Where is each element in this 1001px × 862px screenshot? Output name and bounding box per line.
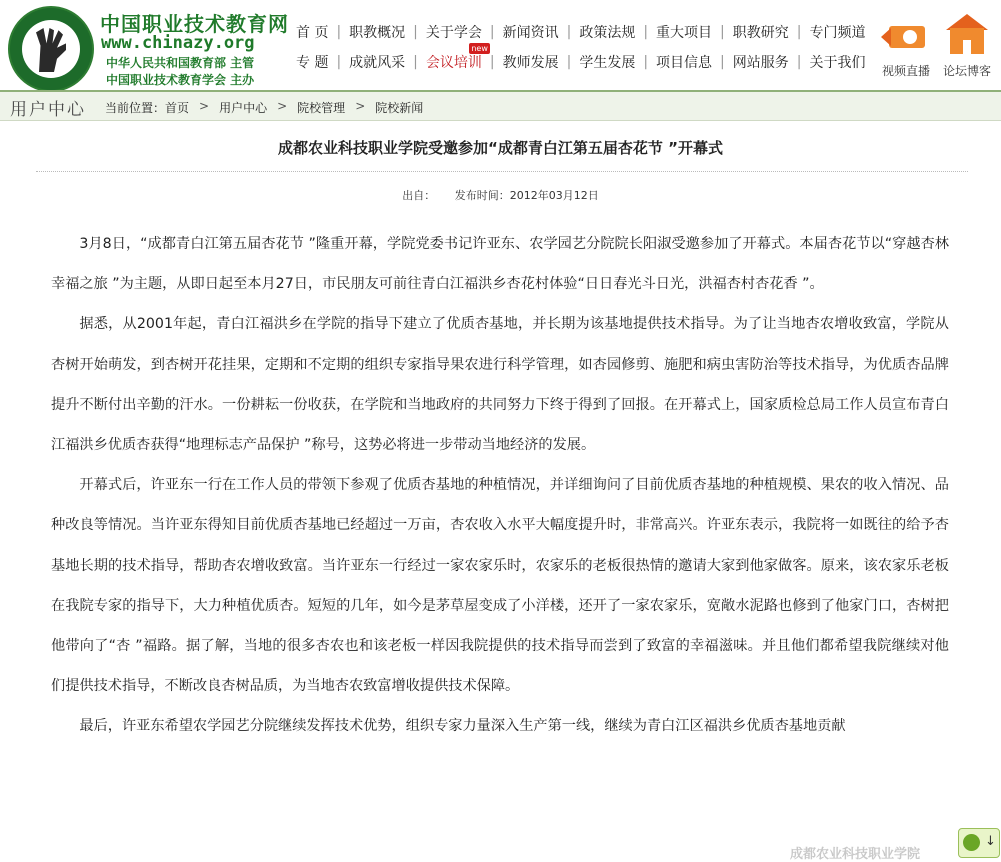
nav-policy[interactable]: 政策法规 [579,25,636,41]
article [0,119,1001,862]
site-header [0,0,1001,88]
nav-topics[interactable]: 专 题 [296,55,329,71]
breadcrumb-user-center[interactable]: 用户中心 [219,101,268,115]
breadcrumb-home[interactable]: 首页 [165,101,190,115]
site-logo[interactable] [8,6,94,92]
article-source: 出自： [402,189,436,202]
nav-research[interactable]: 职教研究 [732,25,789,41]
quick-link-video[interactable] [878,14,934,79]
chevron-right-icon: > [199,99,210,113]
main-nav-row-2: 专 题 | 成就风采 | 会议培训 new | 教师发展 | 学生发展 | 项目信息 | 网站服务 | 关于我们 [296,44,866,71]
breadcrumb [105,99,423,116]
nav-news[interactable]: 新闻资讯 [502,25,559,41]
nav-teacher-development[interactable]: 教师发展 [502,55,559,71]
new-badge: new [471,44,488,53]
nav-overview[interactable]: 职教概况 [349,25,406,41]
arrow-down-icon: ↓ [985,834,996,849]
chevron-right-icon: > [355,99,366,113]
chevron-right-icon: > [277,99,288,113]
breadcrumb-school-news[interactable]: 院校新闻 [375,101,424,115]
breadcrumb-school-management[interactable]: 院校管理 [297,101,346,115]
scroll-ball-icon [963,834,980,851]
nav-about-us[interactable]: 关于我们 [809,55,866,71]
article-date: 发布时间：2012年03月12日 [454,189,599,202]
brand-name[interactable]: 中国职业技术教育网 [100,12,289,36]
nav-home[interactable]: 首 页 [296,25,329,41]
article-paragraph: 开幕式后，许亚东一行在工作人员的带领下参观了优质杏基地的种植情况，并详细询问了目前优质杏基地的种植规模、果农的收入情况、品种改良等情况。当许亚东得知目前优质杏基地已经超过一万亩，杏农收入水平大幅度提升时，非常高兴。许亚东表示，我院将一如既往的给予杏基地长期的技术指导，帮助杏农增收致富。当许亚东一行经过一家农家乐时，农家乐的老板很热情的邀请大家到他家做客。原来，该农家乐老板在我院专家的指导下，大力种植优质杏。短短的几年，如今是茅草屋变成了小洋楼，还开了一家农家乐，宽敞水泥路也修到了他家门口，杏树把他带向了“杏 ”福路。据了解，当地的很多杏农也和该老板一样因我院提供的技术指导而尝到了致富的幸福滋味。并且他们都希望我院继续对他们提供技术指导，不断改良杏树品质，为当地杏农致富增收提供技术保障。 [51,477,949,695]
nav-major-projects[interactable]: 重大项目 [656,25,713,41]
brand-url[interactable]: www.chinazy.org [101,33,255,53]
article-paragraph: 据悉，从2001年起，青白江福洪乡在学院的指导下建立了优质杏基地，并长期为该基地提供技术指导。为了让当地杏农增收致富，学院从杏树开始萌发，到杏树开花挂果，定期和不定期的组织专家指导果农进行科学管理，如杏园修剪、施肥和病虫害防治等技术指导，为优质杏品牌提升不断付出辛勤的汗水。一份耕耘一份收获，在学院和当地政府的共同努力下终于得到了回报。在开幕式上，国家质检总局工作人员宣布青白江福洪乡优质杏获得“地理标志产品保护 ”称号，这势必将进一步带动当地经济的发展。 [51,316,949,454]
nav-site-services[interactable]: 网站服务 [732,55,789,71]
main-nav-row-1: 首 页 | 职教概况 | 关于学会 | 新闻资讯 | 政策法规 | 重大项目 | 职教研究 | 专门频道 [296,24,866,41]
article-paragraph: 最后，许亚东希望农学园艺分院继续发挥技术优势，组织专家力量深入生产第一线，继续为青白江区福洪乡优质杏基地贡献 [79,718,846,735]
quick-link-video-label: 视频直播 [881,64,930,78]
nav-meetings-training[interactable]: 会议培训 new [425,44,488,71]
quick-link-forum-label: 论坛博客 [942,64,991,78]
dotted-divider [36,171,968,172]
article-body [51,224,949,747]
article-meta [0,187,1001,203]
sponsor-text: 中华人民共和国教育部 主管 [106,56,255,70]
watermark-text: 成都农业科技职业学院 [790,847,921,862]
house-icon [944,14,990,58]
organizer-text: 中国职业技术教育学会 主办 [106,73,255,87]
article-paragraph: 3月8日，“成都青白江第五届杏花节 ”隆重开幕，学院党委书记许亚东、农学园艺分院院长阳淑受邀参加了开幕式。本届杏花节以“穿越杏林幸福之旅 ”为主题，从即日起至本月27日，市民朋友可前往青白江福洪乡杏花村体验“日日春光斗日光，洪福杏村杏花香 ”。 [51,236,949,293]
scroll-down-button[interactable] [958,828,1000,858]
nav-about-society[interactable]: 关于学会 [425,25,482,41]
nav-student-development[interactable]: 学生发展 [579,55,636,71]
nav-channels[interactable]: 专门频道 [809,25,866,41]
breadcrumb-label: 当前位置： [105,101,166,115]
user-center-title: 用户中心 [10,100,86,120]
camera-icon [883,14,929,58]
nav-project-info[interactable]: 项目信息 [656,55,713,71]
quick-link-forum[interactable] [939,14,995,79]
article-title: 成都农业科技职业学院受邀参加“成都青白江第五届杏花节 ”开幕式 [278,139,723,157]
nav-achievements[interactable]: 成就风采 [349,55,406,71]
user-center-bar [0,90,1001,121]
